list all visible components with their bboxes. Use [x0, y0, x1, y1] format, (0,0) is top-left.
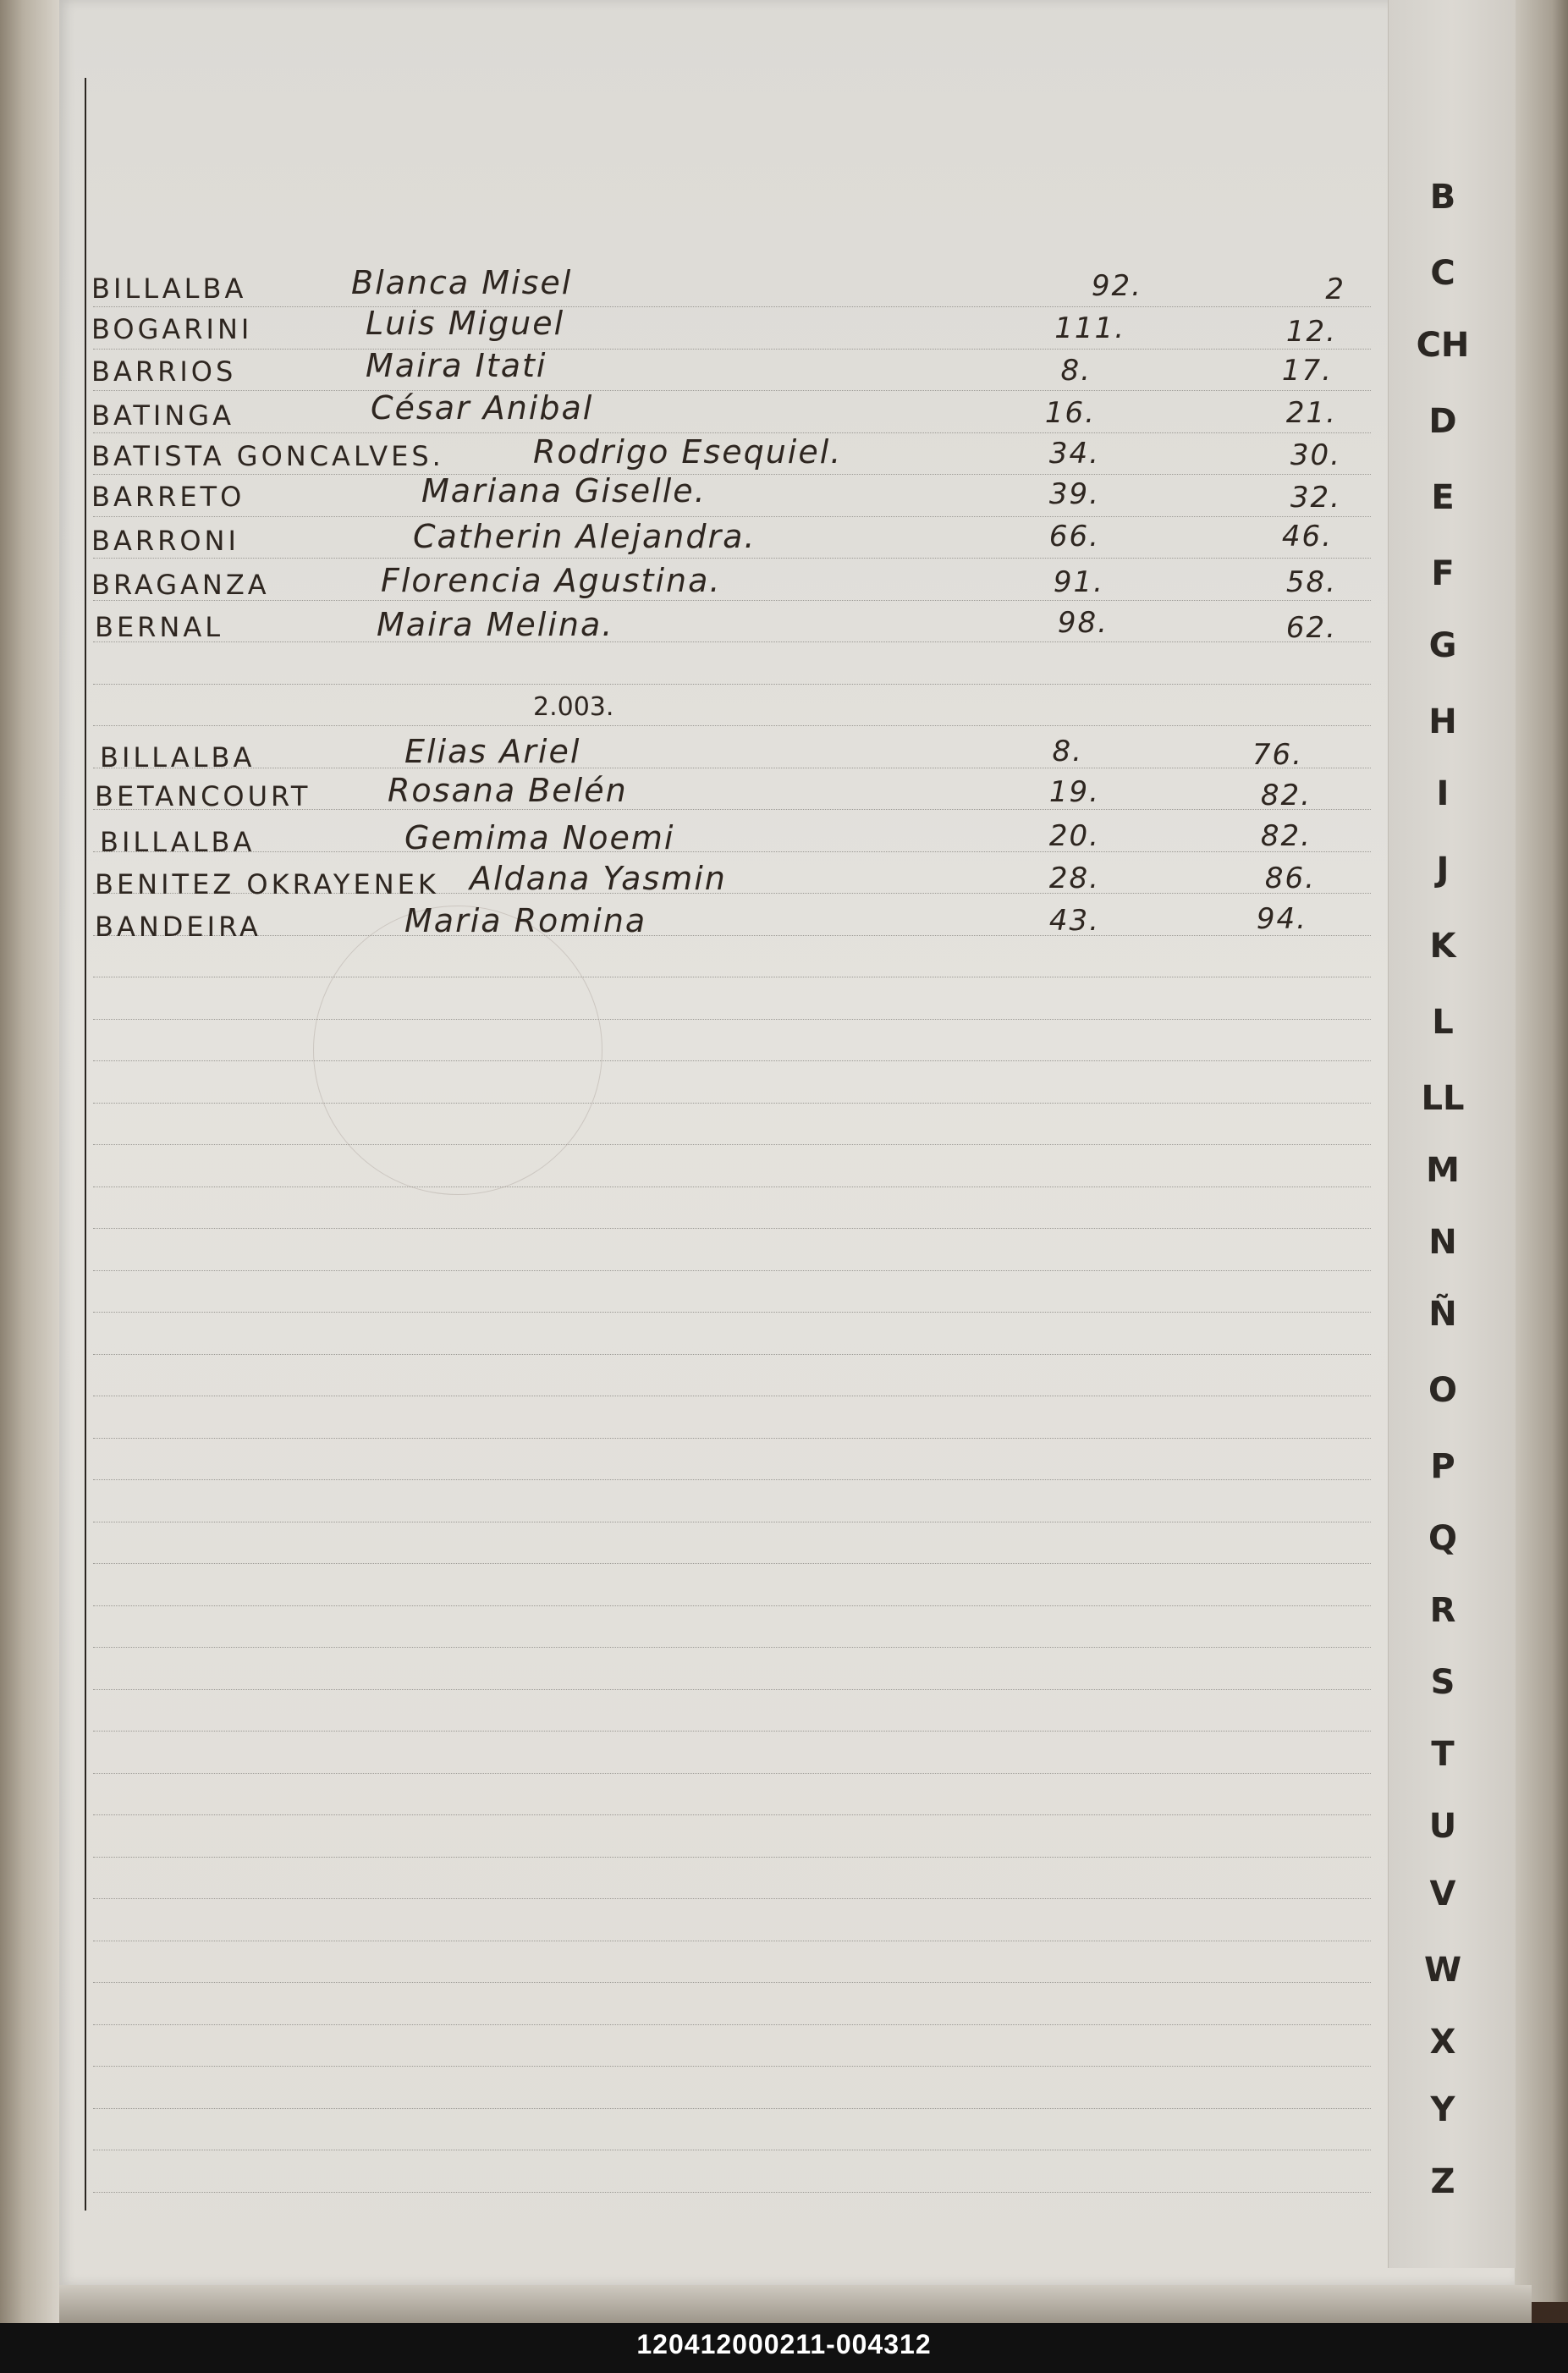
- ruled-line: [93, 1060, 1371, 1061]
- ruled-line: [93, 1186, 1371, 1187]
- margin-line: [85, 78, 86, 2211]
- index-tab-h[interactable]: H: [1428, 702, 1457, 741]
- ruled-line: [93, 1814, 1371, 1815]
- entry-number-a: 66.: [1048, 520, 1100, 553]
- index-tab-r[interactable]: R: [1429, 1591, 1456, 1630]
- entry-number-b: 62.: [1285, 611, 1337, 645]
- entry-given-name: Mariana Giselle.: [421, 472, 707, 509]
- index-tab-ch[interactable]: CH: [1416, 326, 1470, 365]
- year-heading: 2.003.: [533, 692, 614, 722]
- entry-given-name: Rosana Belén: [388, 772, 628, 809]
- entry-number-a: 34.: [1048, 437, 1100, 471]
- entry-number-b: 12.: [1285, 315, 1337, 349]
- entry-surname: BILLALBA: [91, 273, 247, 305]
- ruled-line: [93, 1019, 1371, 1020]
- ruled-line: [93, 349, 1371, 350]
- ruled-line: [93, 1354, 1371, 1355]
- index-tab-n[interactable]: N: [1428, 1223, 1457, 1262]
- index-tab-enye[interactable]: Ñ: [1428, 1295, 1457, 1334]
- entry-number-b: 17.: [1281, 354, 1333, 388]
- index-tab-p[interactable]: P: [1430, 1447, 1455, 1486]
- entry-number-a: 19.: [1048, 775, 1100, 809]
- ruled-line: [93, 1312, 1371, 1313]
- index-tab-b[interactable]: B: [1429, 178, 1456, 217]
- ruled-line: [93, 1144, 1371, 1145]
- ruled-line: [93, 725, 1371, 726]
- index-tab-i[interactable]: I: [1436, 774, 1450, 813]
- index-tab-g[interactable]: G: [1428, 626, 1457, 665]
- ruled-line: [93, 1773, 1371, 1774]
- entry-surname: BARRONI: [91, 525, 239, 557]
- ruled-line: [93, 1731, 1371, 1732]
- entry-number-a: 8.: [1060, 354, 1092, 388]
- index-tab-z[interactable]: Z: [1430, 2162, 1455, 2201]
- ruled-line: [93, 1270, 1371, 1271]
- entry-surname: BERNAL: [95, 611, 224, 643]
- entry-surname: BETANCOURT: [95, 780, 311, 812]
- entry-number-b: 86.: [1264, 862, 1316, 895]
- entry-number-a: 111.: [1054, 311, 1125, 345]
- entry-number-b: 58.: [1285, 565, 1337, 599]
- index-tab-c[interactable]: C: [1430, 254, 1455, 293]
- entry-given-name: Maria Romina: [404, 902, 647, 939]
- entry-given-name: Luis Miguel: [366, 305, 565, 342]
- entry-surname: BILLALBA: [100, 741, 256, 774]
- page-bottom-edge: [59, 2285, 1532, 2323]
- entry-number-a: 43.: [1048, 904, 1100, 938]
- ruled-line: [93, 641, 1371, 642]
- entry-number-b: 32.: [1290, 481, 1341, 515]
- ruled-line: [93, 1605, 1371, 1606]
- entry-number-b: 21.: [1285, 396, 1337, 430]
- entry-number-b: 76.: [1252, 738, 1303, 772]
- entry-given-name: César Anibal: [371, 389, 594, 427]
- index-tab-m[interactable]: M: [1426, 1151, 1460, 1190]
- entry-number-b: 94.: [1256, 902, 1307, 936]
- index-tab-k[interactable]: K: [1429, 927, 1456, 966]
- index-tab-y[interactable]: Y: [1430, 2090, 1455, 2129]
- ruled-line: [93, 600, 1371, 601]
- entry-given-name: Maira Itati: [366, 347, 547, 384]
- ruled-line: [93, 1898, 1371, 1899]
- entry-number-b: 2: [1325, 273, 1345, 306]
- ruled-line: [93, 390, 1371, 391]
- ruled-line: [93, 2108, 1371, 2109]
- entry-given-name: Maira Melina.: [377, 606, 614, 643]
- entry-surname: BATISTA GONCALVES.: [91, 440, 444, 472]
- entry-surname: BATINGA: [91, 399, 234, 432]
- entry-given-name: Gemima Noemi: [404, 819, 675, 856]
- entry-surname: BARRIOS: [91, 355, 237, 388]
- ruled-line: [93, 2066, 1371, 2067]
- ruled-line: [93, 1228, 1371, 1229]
- index-tab-f[interactable]: F: [1431, 554, 1455, 593]
- ruled-line: [93, 2192, 1371, 2193]
- entry-given-name: Elias Ariel: [404, 733, 581, 770]
- index-tab-l[interactable]: L: [1432, 1003, 1454, 1042]
- ruled-line: [93, 1982, 1371, 1983]
- entry-number-a: 98.: [1057, 606, 1109, 640]
- entry-given-name: Aldana Yasmin: [470, 860, 727, 897]
- ruled-line: [93, 516, 1371, 517]
- ruled-line: [93, 306, 1371, 307]
- index-tab-w[interactable]: W: [1423, 1951, 1462, 1990]
- entry-surname: BRAGANZA: [91, 569, 270, 601]
- ruled-line: [93, 684, 1371, 685]
- entry-number-b: 82.: [1260, 779, 1312, 812]
- index-tab-q[interactable]: Q: [1428, 1519, 1457, 1558]
- faint-stain: [313, 906, 602, 1195]
- ruled-line: [93, 1857, 1371, 1858]
- ruled-line: [93, 474, 1371, 475]
- entry-number-a: 39.: [1048, 477, 1100, 511]
- entry-number-a: 8.: [1052, 735, 1083, 768]
- entry-number-b: 82.: [1260, 819, 1312, 853]
- ruled-line: [93, 1438, 1371, 1439]
- index-tab-u[interactable]: U: [1428, 1807, 1457, 1846]
- ruled-line: [93, 851, 1371, 852]
- entry-number-b: 46.: [1281, 520, 1333, 553]
- entry-surname: BOGARINI: [91, 313, 253, 345]
- entry-given-name: Blanca Misel: [351, 264, 573, 301]
- page-stack-edge: [1515, 0, 1568, 2302]
- index-tab-d[interactable]: D: [1428, 402, 1457, 441]
- entry-number-a: 20.: [1048, 819, 1100, 853]
- entry-number-a: 16.: [1044, 396, 1096, 430]
- index-tab-s[interactable]: S: [1430, 1663, 1455, 1702]
- index-tab-ll[interactable]: LL: [1421, 1079, 1465, 1118]
- entry-surname: BARRETO: [91, 481, 245, 513]
- index-tab-t[interactable]: T: [1431, 1735, 1455, 1774]
- entry-surname: BENITEZ OKRAYENEK: [95, 868, 439, 900]
- ruled-line: [93, 1563, 1371, 1564]
- ruled-line: [93, 1647, 1371, 1648]
- entry-surname: BANDEIRA: [95, 911, 261, 943]
- entry-given-name: Rodrigo Esequiel.: [533, 433, 843, 471]
- entry-number-a: 28.: [1048, 862, 1100, 895]
- entry-given-name: Florencia Agustina.: [381, 562, 722, 599]
- ruled-line: [93, 1689, 1371, 1690]
- index-tab-o[interactable]: O: [1428, 1371, 1457, 1410]
- entry-surname: BILLALBA: [100, 826, 256, 858]
- index-tab-e[interactable]: E: [1431, 478, 1455, 517]
- index-tab-j[interactable]: J: [1436, 851, 1450, 889]
- entry-number-b: 30.: [1290, 438, 1341, 472]
- ruled-line: [93, 1479, 1371, 1480]
- ruled-line: [93, 558, 1371, 559]
- entry-number-a: 91.: [1053, 565, 1104, 599]
- entry-given-name: Catherin Alejandra.: [413, 518, 756, 555]
- entry-number-a: 92.: [1091, 269, 1142, 303]
- ruled-line: [93, 2024, 1371, 2025]
- ruled-line: [93, 935, 1371, 936]
- document-id: 120412000211-004312: [636, 2329, 932, 2359]
- index-tab-x[interactable]: X: [1429, 2023, 1456, 2062]
- book-spine: [0, 0, 59, 2327]
- ruled-line: [93, 1103, 1371, 1104]
- index-tab-v[interactable]: V: [1429, 1875, 1456, 1913]
